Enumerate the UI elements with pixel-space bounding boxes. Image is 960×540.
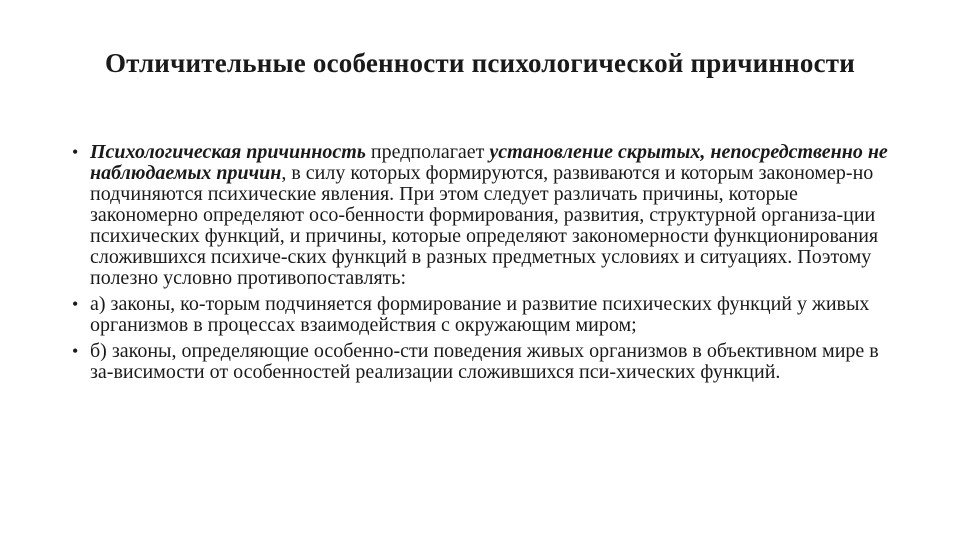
bullet-item-1 [72, 142, 902, 289]
bullet-text: б) законы, определяющие особенно-сти поведения живых организмов в объективном мире в за-висимости от особенностей реализации сложившихся пси-хических функций. [90, 340, 879, 383]
bullet-text: а) законы, ко-торым подчиняется формирование и развитие психических функций у живых организмов в процессах взаимодействия с окружающим миром; [90, 293, 870, 336]
term-hidden-causes: установление скрытых, непосредственно не наблюдаемых причин [90, 141, 888, 184]
bullet-text: , в силу которых формируются, развиваются и которым закономер-но подчиняются психические явления. При этом следует различать причины, которые закономерно определяют осо-бенности формирования, развития, структурной организа-ции психических функций, и причины, которые определяют закономерности функционирования сложившихся психиче-ских функций в разных предметных условиях и ситуациях. Поэтому полезно условно противопоставлять: [90, 162, 879, 289]
bullet-marker: • [72, 142, 79, 162]
slide-title: Отличительные особенности психологической причинности [104, 48, 856, 78]
bullet-text: предполагает [365, 141, 490, 163]
bullet-list [72, 142, 902, 388]
bullet-item-3 [72, 341, 902, 383]
bullet-marker: • [72, 294, 79, 314]
bullet-item-2 [72, 294, 902, 336]
bullet-marker: • [72, 341, 79, 361]
term-psychological-causality: Психологическая причинность [90, 141, 366, 163]
